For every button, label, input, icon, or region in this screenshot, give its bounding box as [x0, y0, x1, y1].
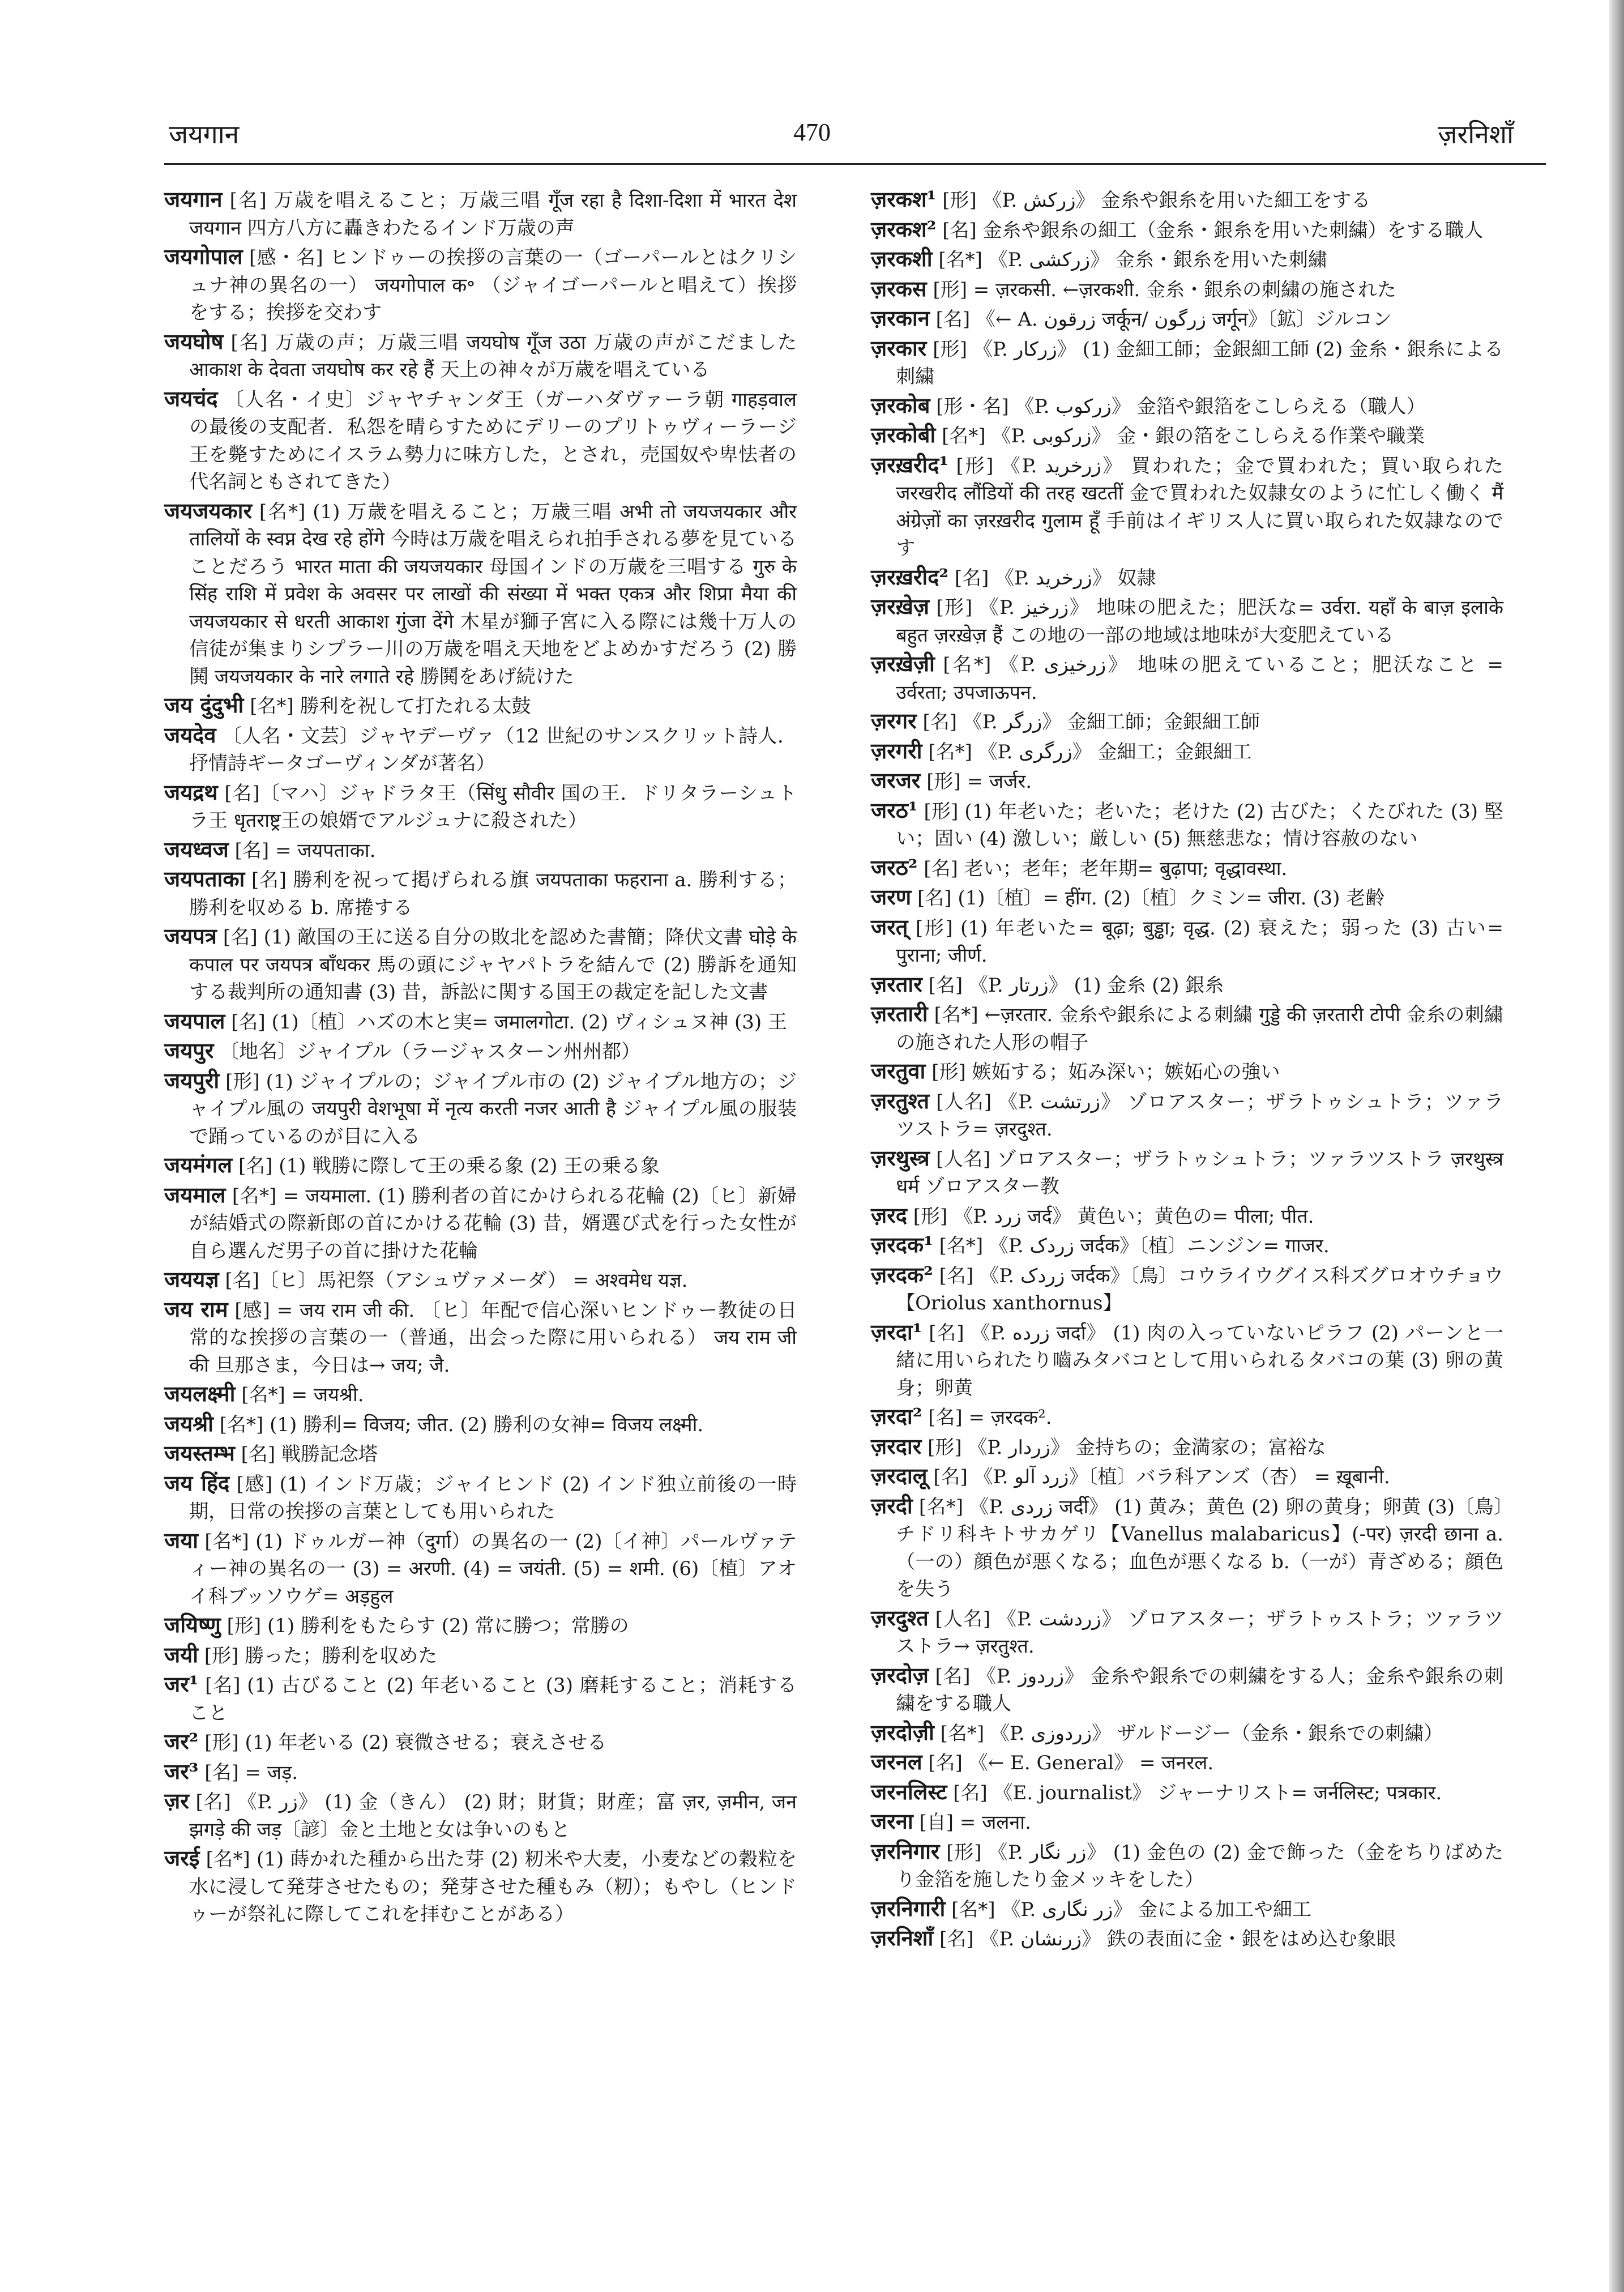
- dictionary-entry: [164, 1787, 797, 1843]
- dictionary-entry: [871, 883, 1503, 912]
- dictionary-entry: [164, 1440, 797, 1469]
- dictionary-entry: [164, 385, 797, 496]
- entry-headword: जयदेव: [164, 722, 216, 748]
- entry-definition: [名*] 《P. زردک जर्दक》〔植〕ニンジン= गाजर.: [939, 1235, 1330, 1257]
- dictionary-entry: [164, 1067, 797, 1151]
- entry-headword: ज़रदा²: [871, 1403, 922, 1429]
- entry-headword: जयस्तम्भ: [164, 1440, 235, 1466]
- entry-headword: जर²: [164, 1728, 199, 1754]
- dictionary-entry: [871, 707, 1503, 736]
- dictionary-entry: [164, 722, 797, 778]
- entry-headword: ज़रतारी: [871, 1001, 928, 1026]
- dictionary-entry: [871, 1231, 1503, 1260]
- dictionary-entry: [871, 1662, 1503, 1718]
- entry-definition: [名]〔ヒ〕馬祀祭（アシュヴァメーダ） = अश्वमेध यज्ञ.: [225, 1269, 688, 1292]
- entry-definition: [感・名] ヒンドゥーの挨拶の言葉の一（ゴーパールとはクリシュナ神の異名の一） जयगोपाल क॰ （ジャイゴーパールと唱えて）挨拶をする；挨拶を交わす: [189, 246, 797, 324]
- dictionary-entry: [164, 1008, 797, 1036]
- entry-definition: [名] (1) 古びること (2) 年老いること (3) 磨耗すること；消耗すること: [189, 1674, 797, 1725]
- entry-headword: ज़रगर: [871, 708, 917, 733]
- entry-definition: [形] 《P. زرکار》 (1) 金細工師；金銀細工師 (2) 金糸・銀糸による刺繍: [896, 338, 1503, 388]
- dictionary-entry: [871, 1433, 1503, 1462]
- entry-headword: ज़रनिगार: [871, 1838, 940, 1864]
- entry-definition: [名] 《P. زرنشان》 鉄の表面に金・銀をはめ込む象眼: [939, 1928, 1396, 1950]
- entry-headword: ज़रकशी: [871, 246, 933, 271]
- entry-headword: ज़रख़ेज़ी: [871, 651, 935, 676]
- entry-headword: ज़रतुश्त: [871, 1087, 930, 1113]
- entry-headword: जयी: [164, 1641, 199, 1667]
- entry-headword: ज़रकश²: [871, 216, 937, 242]
- entry-headword: ज़रदोज़: [871, 1662, 929, 1688]
- entry-definition: [名] 《← A. زرقون जर्कून/ زرگون जर्गून》〔鉱〕ジルコン: [935, 308, 1392, 331]
- dictionary-entry: [871, 305, 1503, 334]
- entry-definition: [名*] 《P. زرگری》 金細工；金銀細工: [928, 740, 1252, 763]
- entry-definition: [名*] (1) 蒔かれた種から出た芽 (2) 籾米や大麦，小麦などの穀粒を水に浸して発芽させたもの；発芽させた種もみ（籾）；もやし（ヒンドゥーが祭礼に際してこれを拝むことがある）: [189, 1848, 797, 1926]
- dictionary-entry: [871, 737, 1503, 766]
- dictionary-entry: [164, 1845, 797, 1928]
- dictionary-entry: [164, 1410, 797, 1439]
- entry-definition: [名] 万歳の声；万歳三唱 जयघोष गूँज उठा 万歳の声がこだました आकाश के देवता जयघोष कर रहे हैं 天上の神々が万歳を唱えている: [189, 331, 797, 381]
- dictionary-entry: [871, 1087, 1503, 1143]
- entry-definition: [名] 《P. زردک जर्दक》〔鳥〕コウライウグイス科ズグロオウチョウ【Oriolus xanthornus】: [896, 1264, 1504, 1314]
- entry-definition: [名] 戦勝記念塔: [241, 1443, 378, 1466]
- dictionary-entry: [164, 1380, 797, 1409]
- entry-definition: [名] (1) 敵国の王に送る自分の敗北を認めた書簡；降伏文書 घोड़े के कपाल पर जयपत्र बाँधकर 馬の頭にジャヤパトラを結んで (2) 勝訴を通知する裁判所の通知書 (3) 昔，訴訟に関する国王の裁定を記した文書: [189, 926, 797, 1004]
- entry-definition: [名*] 《P. زردی जर्दी》 (1) 黄み；黄色 (2) 卵の黄身；卵黄 (3)〔鳥〕チドリ科キトサカゲリ【Vanellus malabaricus】(-पर) ज़रदी छाना a.（一の）顔色が悪くなる；血色が悪くなる b.（一が）青ざめる；顔色を失う: [896, 1495, 1503, 1600]
- entry-headword: जयगान: [164, 186, 223, 212]
- entry-headword: जयश्री: [164, 1410, 213, 1436]
- entry-headword: जयद्रथ: [164, 779, 218, 805]
- entry-definition: [名] 万歳を唱えること；万歳三唱 गूँज रहा है दिशा-दिशा में भारत देश जयगान 四方八方に轟きわたるインド万歳の声: [189, 189, 797, 240]
- dictionary-entry: [871, 1462, 1503, 1491]
- entry-headword: ज़रकोबी: [871, 422, 936, 447]
- dictionary-entry: [871, 1924, 1503, 1953]
- dictionary-entry: [871, 335, 1503, 391]
- entry-headword: ज़रकार: [871, 335, 927, 361]
- dictionary-entry: [871, 1895, 1503, 1924]
- entry-definition: [人名] 《P. زردشت》 ゾロアスター；ザラトゥストラ；ツァラツストラ→ ज़रतुश्त.: [896, 1607, 1503, 1658]
- dictionary-entry: [871, 1318, 1503, 1402]
- entry-definition: [名*] (1) 勝利= विजय; जीत. (2) 勝利の女神= विजय लक्ष्मी.: [219, 1413, 704, 1436]
- dictionary-entry: [164, 1641, 797, 1670]
- dictionary-entry: [871, 797, 1503, 853]
- entry-headword: ज़रनिगारी: [871, 1895, 946, 1921]
- dictionary-entry: [871, 392, 1503, 421]
- header-left-guide-word: जयगान: [169, 119, 240, 150]
- entry-definition: [形] (1) 年老いた= बूढ़ा; बुड्ढा; वृद्ध. (2) 衰えた；弱った (3) 古い= पुराना; जीर्ण.: [896, 916, 1503, 967]
- entry-definition: [形] 《P. زرد जर्द》 黄色い；黄色の= पीला; पीत.: [913, 1205, 1314, 1228]
- entry-definition: [名] 《P. زرگر》 金細工師；金銀細工師: [922, 711, 1260, 733]
- entry-headword: जयध्वज: [164, 836, 229, 862]
- dictionary-entry: [871, 914, 1503, 970]
- dictionary-entry: [164, 243, 797, 327]
- entry-headword: जययज्ञ: [164, 1266, 219, 1292]
- entry-headword: ज़रदार: [871, 1433, 922, 1459]
- dictionary-entry: [871, 1057, 1503, 1086]
- dictionary-entry: [164, 1728, 797, 1757]
- entry-headword: जया: [164, 1527, 199, 1553]
- dictionary-entry: [871, 854, 1503, 883]
- entry-headword: ज़रख़रीद¹: [871, 451, 949, 477]
- dictionary-entry: [164, 692, 797, 720]
- entry-definition: [形] 《P. زرخیز》 地味の肥えた；肥沃な= उर्वरा. यहाँ के बाज़ इलाके बहुत ज़रख़ेज़ हैं この地の一部の地域は地味が大変肥えている: [896, 596, 1503, 647]
- entry-headword: जरण: [871, 884, 912, 910]
- entry-definition: [名] 老い；老年；老年期= बुढ़ापा; वृद्धावस्था.: [924, 857, 1288, 880]
- entry-headword: ज़रदक²: [871, 1261, 933, 1287]
- entry-headword: जरठ²: [871, 854, 918, 880]
- entry-headword: जर³: [164, 1758, 199, 1784]
- entry-definition: [形・名] 《P. زرکوب》 金箔や銀箔をこしらえる（職人）: [936, 395, 1426, 418]
- entry-definition: [形] = ज़रकसी. ←ज़रकशी. 金糸・銀糸の刺繍の施された: [933, 278, 1396, 301]
- dictionary-entry: [164, 836, 797, 865]
- header-rule: [164, 163, 1546, 165]
- dictionary-entry: [871, 1748, 1503, 1777]
- entry-definition: [名] = ज़रदक².: [928, 1406, 1052, 1429]
- entry-definition: [名*] ←ज़रतार. 金糸や銀糸による刺繍 गुड्डे की ज़रतारी टोपी 金糸の刺繍の施された人形の帽子: [896, 1004, 1503, 1054]
- entry-definition: [名*] 《P. زرکوبی》 金・銀の箔をこしらえる作業や職業: [942, 425, 1425, 447]
- entry-definition: [名] 《P. زرد آلو》〔植〕バラ科アンズ（杏） = ख़ूबानी.: [933, 1466, 1390, 1488]
- dictionary-entry: [871, 1838, 1503, 1894]
- entry-definition: [形] = जर्जर.: [926, 770, 1032, 793]
- entry-definition: [感] (1) インド万歳；ジャイヒンド (2) インド独立前後の一時期，日常の挨拶の言葉としても用いられた: [189, 1472, 797, 1523]
- entry-headword: ज़रतार: [871, 971, 922, 997]
- entry-headword: जयलक्ष्मी: [164, 1381, 236, 1406]
- entry-definition: [人名] ゾロアスター；ザラトゥシュトラ；ツァラツストラ ज़रथुस्त्र धर्म ゾロアスター教: [896, 1147, 1503, 1198]
- entry-definition: [名] = जयपताका.: [234, 839, 376, 862]
- entry-headword: जयपताका: [164, 866, 245, 891]
- dictionary-entry: [164, 1527, 797, 1611]
- dictionary-entry: [164, 1296, 797, 1380]
- entry-definition: [名] 《P. زردوز》 金糸や銀糸での刺繍をする人；金糸や銀糸の刺繍をする職人: [896, 1664, 1503, 1715]
- entry-headword: जर¹: [164, 1671, 199, 1697]
- entry-headword: जरनल: [871, 1749, 922, 1774]
- dictionary-entry: [871, 186, 1503, 215]
- dictionary-entry: [164, 1611, 797, 1640]
- dictionary-entry: [164, 1181, 797, 1265]
- entry-definition: [名*] (1) ドゥルガー神（दुर्गा）の異名の一 (2)〔イ神〕パールヴァティー神の異名の一 (3) = अरणी. (4) = जयंती. (5) = शमी. (6)〔植〕アオイ科ブッソウゲ= अड़हुल: [189, 1530, 797, 1608]
- page-edge-shadow: [1609, 0, 1624, 2292]
- entry-definition: 〔地名〕ジャイプル（ラージャスターン州州都）: [220, 1040, 641, 1063]
- entry-headword: ज़रथुस्त्र: [871, 1145, 930, 1171]
- dictionary-entry: [164, 1266, 797, 1295]
- dictionary-entry: [164, 1151, 797, 1180]
- entry-definition: [形] 勝った；勝利を収めた: [204, 1644, 438, 1667]
- dictionary-entry: [871, 1261, 1503, 1317]
- entry-headword: ज़रगरी: [871, 737, 922, 763]
- entry-headword: ज़रदोज़ी: [871, 1719, 934, 1745]
- entry-headword: जय राम: [164, 1296, 228, 1322]
- dictionary-entry: [164, 497, 797, 691]
- entry-definition: [感] = जय राम जी की. 〔ヒ〕年配で信心深いヒンドゥー教徒の日常的な挨拶の言葉の一（普通，出会った際に用いられる） जय राम जी की 旦那さま，今日は→ जय; जै.: [189, 1299, 797, 1377]
- dictionary-entry: [164, 1758, 797, 1787]
- dictionary-entry: [164, 923, 797, 1006]
- entry-definition: [形] 《P. زردار》 金持ちの；金満家の；富裕な: [928, 1436, 1326, 1459]
- dictionary-entry: [871, 1145, 1503, 1201]
- entry-definition: [形] 《P. زرکش》 金糸や銀糸を用いた細工をする: [942, 189, 1371, 212]
- entry-headword: जयिष्णु: [164, 1612, 221, 1637]
- entry-headword: ज़रदुश्त: [871, 1604, 929, 1631]
- entry-headword: ज़रकोब: [871, 392, 930, 418]
- dictionary-entry: [164, 779, 797, 835]
- entry-definition: 〔人名・文芸〕ジャヤデーヴァ（12 世紀のサンスクリット詩人．抒情詩ギータゴーヴィンダが著名）: [189, 724, 797, 775]
- entry-headword: जरठ¹: [871, 797, 918, 823]
- entry-definition: [名*] (1) 万歳を唱えること；万歳三唱 अभी तो जयजयकार और तालियों के स्वप्न देख रहे होंगे 今時は万歳を唱えられ拍手される夢を見ていることだろう भारत माता की जयजयकार 母国インドの万歳を三唱する गुरु के सिंह राशि में प्रवेश के अवसर पर लाखों की संख्या में भक्त एकत्र और शिप्रा मैया की जयजयकार से धरती आकाश गुंजा देंगे 木星が獅子宮に入る際には幾十万人の信徒が集まりシプラー川の万歳を唱え天地をどよめかすだろう (2) 勝鬨 जयजयकार के नारे लगाते रहे 勝鬨をあげ続けた: [189, 500, 797, 688]
- entry-definition: [形] (1) ジャイプルの；ジャイプル市の (2) ジャイプル地方の；ジャイプル風の जयपुरी वेशभूषा में नृत्य करती नजर आती है ジャイプル風の服装で踊っているのが目に入る: [189, 1070, 797, 1148]
- dictionary-entry: [871, 1000, 1503, 1056]
- entry-headword: ज़रकान: [871, 305, 930, 331]
- entry-headword: जरनलिस्ट: [871, 1778, 947, 1804]
- dictionary-entry: [871, 593, 1503, 649]
- dictionary-entry: [871, 451, 1503, 562]
- entry-headword: जय हिंद: [164, 1470, 230, 1496]
- entry-definition: [名] 《P. زر》 (1) 金（きん） (2) 財；財貨；財産；富 ज़र, ज़मीन, जन झगड़े की जड़〔諺〕金と土地と女は争いのもと: [189, 1791, 797, 1841]
- entry-headword: जयचंद: [164, 385, 218, 411]
- entry-definition: [名] 《P. زرتار》 (1) 金糸 (2) 銀糸: [928, 974, 1224, 997]
- entry-headword: जयपत्र: [164, 923, 217, 949]
- dictionary-entry: [871, 1778, 1503, 1807]
- dictionary-entry: [871, 421, 1503, 450]
- entry-headword: जरजर: [871, 767, 921, 793]
- entry-definition: 〔人名・イ史〕ジャヤチャンダ王（ガーハダヴァーラ朝 गाहड़वाल の最後の支配者．私怨を晴らすためにデリーのプリトゥヴィーラージ王を斃すためにイスラム勢力に味方した，とされ，売国奴や卑怯者の代名詞ともされてきた）: [189, 388, 797, 493]
- dictionary-entry: [164, 328, 797, 384]
- dictionary-entry: [164, 1037, 797, 1066]
- entry-definition: [形] 《P. زر نگار》 (1) 金色の (2) 金で飾った（金をちりばめたり金箔を施したり金メッキをした）: [896, 1841, 1503, 1891]
- dictionary-entry: [871, 1403, 1503, 1432]
- dictionary-entry: [871, 971, 1503, 1000]
- entry-definition: [名] (1) 戦勝に際して王の乗る象 (2) 王の乗る象: [238, 1155, 660, 1177]
- entry-definition: [名*] = जयमाला. (1) 勝利者の首にかけられる花輪 (2)〔ヒ〕新婦が結婚式の際新郎の首にかける花輪 (3) 昔，婿選び式を行った女性が自ら選んだ男子の首に掛けた花輪: [189, 1184, 797, 1262]
- dictionary-entry: [871, 1808, 1503, 1837]
- entry-headword: जयगोपाल: [164, 244, 243, 269]
- entry-headword: ज़रकश¹: [871, 186, 937, 212]
- entry-definition: [名] 《P. زرخرید》 奴隷: [954, 566, 1156, 590]
- dictionary-entry: [871, 1604, 1503, 1661]
- entry-headword: जरत्: [871, 914, 908, 940]
- entry-headword: ज़रदालू: [871, 1463, 928, 1488]
- entry-definition: [名*] 《P. زردوزی》 ザルドージー（金糸・銀糸での刺繍）: [940, 1722, 1443, 1745]
- entry-headword: जय दुंदुभी: [164, 692, 244, 718]
- dictionary-entry: [164, 1671, 797, 1727]
- entry-headword: ज़रदी: [871, 1492, 913, 1518]
- dictionary-entry: [871, 650, 1503, 706]
- entry-headword: ज़रख़रीद²: [871, 564, 949, 590]
- dictionary-entry: [871, 216, 1503, 245]
- dictionary-entry: [871, 564, 1503, 592]
- entry-headword: जयपुरी: [164, 1067, 220, 1093]
- entry-definition: [名] (1)〔植〕ハズの木と実= जमालगोटा. (2) ヴィシュヌ神 (3) 王: [231, 1010, 787, 1034]
- entry-definition: [名] 《P. زرده जर्दा》 (1) 肉の入っていないピラフ (2) パーンと一緒に用いられたり嚙みタバコとして用いられるタバコの葉 (3) 卵の黄身；卵黄: [896, 1321, 1503, 1399]
- entry-headword: जयपाल: [164, 1008, 225, 1034]
- entry-definition: [人名] 《P. زرتشت》 ゾロアスター；ザラトゥシュトラ；ツァラツストラ= ज़रदुश्त.: [896, 1090, 1503, 1141]
- left-column: [164, 186, 797, 1930]
- entry-definition: [名*] = जयश्री.: [241, 1384, 364, 1406]
- entry-headword: ज़रख़ेज़: [871, 594, 930, 619]
- entry-headword: ज़रदक¹: [871, 1232, 933, 1257]
- entry-headword: ज़रद: [871, 1202, 907, 1228]
- entry-headword: जरना: [871, 1808, 913, 1834]
- entry-definition: [名] (1)〔植〕= हींग. (2)〔植〕クミン= जीरा. (3) 老齢: [917, 887, 1385, 910]
- dictionary-entry: [871, 275, 1503, 304]
- entry-definition: [形] (1) 年老いる (2) 衰微させる；衰えさせる: [204, 1731, 607, 1754]
- entry-definition: [名] 金糸や銀糸の細工（金糸・銀糸を用いた刺繍）をする職人: [942, 219, 1484, 242]
- dictionary-entry: [871, 1719, 1503, 1748]
- entry-headword: ज़रकस: [871, 275, 927, 301]
- entry-headword: जयमंगल: [164, 1152, 233, 1177]
- entry-definition: [形] 《P. زرخرید》 買われた；金で買われた；買い取られた जरखरीद लौंडियों की तरह खटतीं 金で買われた奴隷女のように忙しく働く मैं अंग्रेज़ों का ज़रख़रीद गुलाम हूँ 手前はイギリス人に買い取られた奴隷なのです: [896, 454, 1503, 560]
- entry-definition: [自] = जलना.: [919, 1811, 1031, 1834]
- dictionary-entry: [871, 245, 1503, 274]
- entry-headword: जरई: [164, 1845, 200, 1871]
- entry-definition: [形] (1) 勝利をもたらす (2) 常に勝つ；常勝の: [226, 1615, 629, 1637]
- entry-headword: जयमाल: [164, 1181, 226, 1207]
- entry-definition: [名*] 《P. زرکشی》 金糸・銀糸を用いた刺繍: [938, 249, 1327, 271]
- dictionary-entry: [871, 767, 1503, 796]
- entry-definition: [形] 嫉妬する；妬み深い；嫉妬心の強い: [931, 1061, 1280, 1083]
- header-right-guide-word: ज़रनिशाँ: [1438, 119, 1514, 150]
- entry-headword: ज़रदा¹: [871, 1318, 922, 1345]
- entry-headword: जयघोष: [164, 328, 224, 354]
- entry-definition: [名] 勝利を祝って掲げられる旗 जयपताका फहराना a. 勝利する；勝利を収める b. 席捲する: [189, 869, 797, 919]
- dictionary-entry: [164, 186, 797, 242]
- dictionary-entry: [871, 1492, 1503, 1603]
- right-column: [871, 186, 1503, 1954]
- entry-definition: [名*] 《P. زر نگاری》 金による加工や細工: [951, 1898, 1312, 1921]
- dictionary-entry: [164, 865, 797, 921]
- entry-definition: [名] = जड़.: [204, 1761, 298, 1784]
- entry-definition: [形] (1) 年老いた；老いた；老けた (2) 古びた；くたびれた (3) 堅い；固い (4) 激しい；厳しい (5) 無慈悲な；情け容赦のない: [896, 800, 1504, 850]
- page-number: 470: [793, 118, 831, 146]
- entry-headword: जयपुर: [164, 1038, 214, 1063]
- entry-headword: ज़रनिशाँ: [871, 1925, 934, 1950]
- entry-definition: [名] 《← E. General》 = जनरल.: [928, 1752, 1214, 1774]
- entry-definition: [名]〔マハ〕ジャドラタ王（सिंधु सौवीर 国の王．ドリタラーシュトラ王 धृतराष्ट्र王の娘婿でアルジュナに殺された）: [189, 782, 797, 832]
- entry-headword: ज़र: [164, 1788, 189, 1813]
- entry-headword: जयजयकार: [164, 497, 253, 523]
- entry-definition: [名*] 《P. زرخیزی》 地味の肥えていること；肥沃なこと = उर्वरता; उपजाऊपन.: [896, 654, 1503, 704]
- entry-headword: जरतुवा: [871, 1058, 926, 1083]
- entry-definition: [名*] 勝利を祝して打たれる太鼓: [250, 695, 531, 718]
- dictionary-entry: [164, 1470, 797, 1526]
- dictionary-entry: [871, 1202, 1503, 1231]
- entry-definition: [名] 《E. journalist》 ジャーナリスト= जर्नलिस्ट; पत्रकार.: [953, 1781, 1442, 1804]
